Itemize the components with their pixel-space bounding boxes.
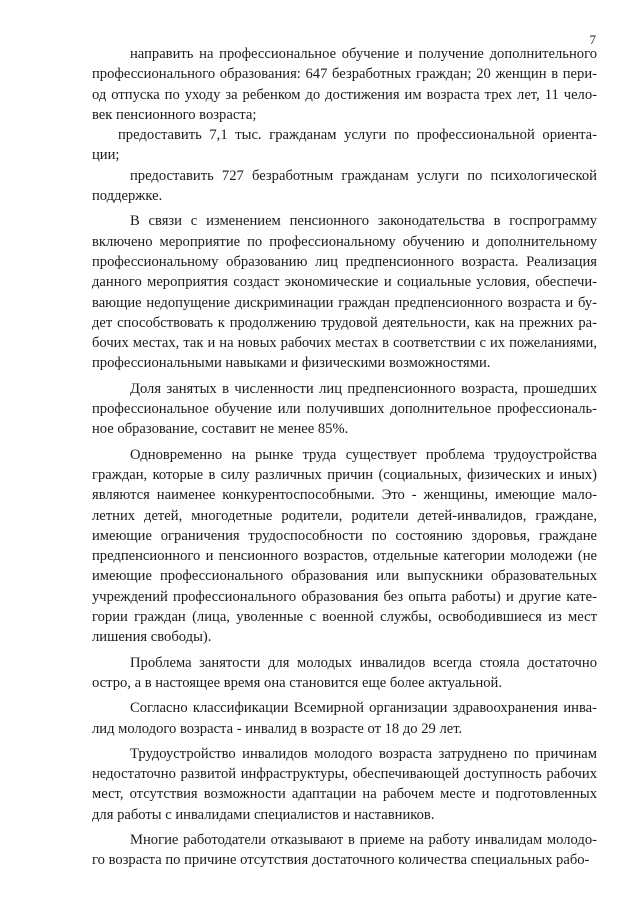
- paragraph: [92, 445, 597, 648]
- body-text: [92, 44, 597, 871]
- text-line: мест, отсутствия возможности адаптации на рабочем месте и подготовленных: [92, 786, 597, 803]
- text-line: В связи с изменением пенсионного законодательства в госпрограмму: [130, 213, 597, 230]
- text-line: предоставить 727 безработным гражданам услуги по психологической: [130, 167, 597, 184]
- text-line: профессионального образования: 647 безработных граждан; 20 женщин в пери-: [92, 66, 597, 83]
- paragraph: [92, 698, 597, 739]
- text-line: для работы с инвалидами специалистов и наставников.: [92, 806, 435, 823]
- paragraph: [92, 44, 597, 125]
- paragraph: [92, 211, 597, 373]
- text-line: направить на профессиональное обучение и получение дополнительного: [130, 46, 597, 62]
- text-line: век пенсионного возраста;: [92, 106, 257, 123]
- page-number: 7: [589, 32, 596, 47]
- paragraph: [92, 653, 597, 694]
- text-line: предоставить 7,1 тыс. гражданам услуги по профессиональной ориента-: [118, 127, 597, 144]
- text-line: Доля занятых в численности лиц предпенсионного возраста, прошедших: [130, 380, 597, 397]
- text-line: вающие недопущение дискриминации граждан предпенсионного возраста и бу-: [92, 294, 597, 311]
- text-line: остро, а в настоящее время она становится еще более актуальной.: [92, 674, 503, 691]
- text-line: Проблема занятости для молодых инвалидов всегда стояла достаточно: [130, 654, 597, 671]
- paragraph: [92, 166, 597, 207]
- text-line: бочих местах, так и на новых рабочих местах в соответствии с их пожеланиями,: [92, 335, 597, 352]
- text-line: гории граждан (лица, уволенные с военной службы, освободившиеся из мест: [92, 609, 597, 626]
- paragraph: [92, 379, 597, 440]
- text-line: имеющие профессионального образования или выпускники образовательных: [92, 568, 597, 585]
- text-line: Согласно классификации Всемирной организации здравоохранения инва-: [130, 700, 597, 717]
- text-line: дет способствовать к продолжению трудовой деятельности, как на прежних ра-: [92, 314, 597, 331]
- text-line: од отпуска по уходу за ребенком до достижения им возраста трех лет, 11 чело-: [92, 86, 597, 103]
- text-line: недостаточно развитой инфраструктуры, обеспечивающей доступность рабочих: [92, 766, 597, 783]
- paragraph: [92, 125, 597, 166]
- text-line: имеющие ограничения трудоспособности по состоянию здоровья, граждане: [92, 527, 597, 544]
- text-line: Многие работодатели отказывают в приеме на работу инвалидам молодо-: [130, 831, 597, 848]
- text-line: учреждений профессионального образования без опыта работы) и другие кате-: [92, 588, 597, 605]
- text-line: ное образование, составит не менее 85%.: [92, 421, 349, 438]
- paragraph: [92, 830, 597, 871]
- text-line: лишения свободы).: [92, 629, 212, 646]
- text-line: являются наименее конкурентоспособными. Это - женщины, имеющие мало-: [92, 487, 597, 504]
- text-line: профессиональному образованию лиц предпенсионного возраста. Реализация: [92, 253, 597, 270]
- text-line: лид молодого возраста - инвалид в возрасте от 18 до 29 лет.: [92, 720, 463, 737]
- text-line: профессиональное обучение или получивших дополнительное профессиональ-: [92, 401, 597, 418]
- text-line: включено мероприятие по профессиональному обучению и дополнительному: [92, 233, 597, 250]
- paragraph: [92, 744, 597, 825]
- text-line: граждан, которые в силу различных причин (социальных, физических и иных): [92, 466, 597, 483]
- text-line: предпенсионного и пенсионного возрастов, отдельные категории молодежи (не: [92, 548, 597, 565]
- text-line: поддержке.: [92, 188, 163, 205]
- text-line: данного мероприятия создаст экономические и социальные условия, обеспечи-: [92, 274, 597, 291]
- text-line: го возраста по причине отсутствия достаточного количества специальных рабо-: [92, 852, 590, 869]
- text-line: Трудоустройство инвалидов молодого возраста затруднено по причинам: [130, 745, 597, 762]
- text-line: Одновременно на рынке труда существует проблема трудоустройства: [130, 446, 597, 463]
- text-line: ции;: [92, 147, 120, 164]
- text-line: профессиональными навыками и физическими возможностями.: [92, 355, 491, 372]
- text-line: летних детей, многодетные родители, родители детей-инвалидов, граждане,: [92, 507, 597, 524]
